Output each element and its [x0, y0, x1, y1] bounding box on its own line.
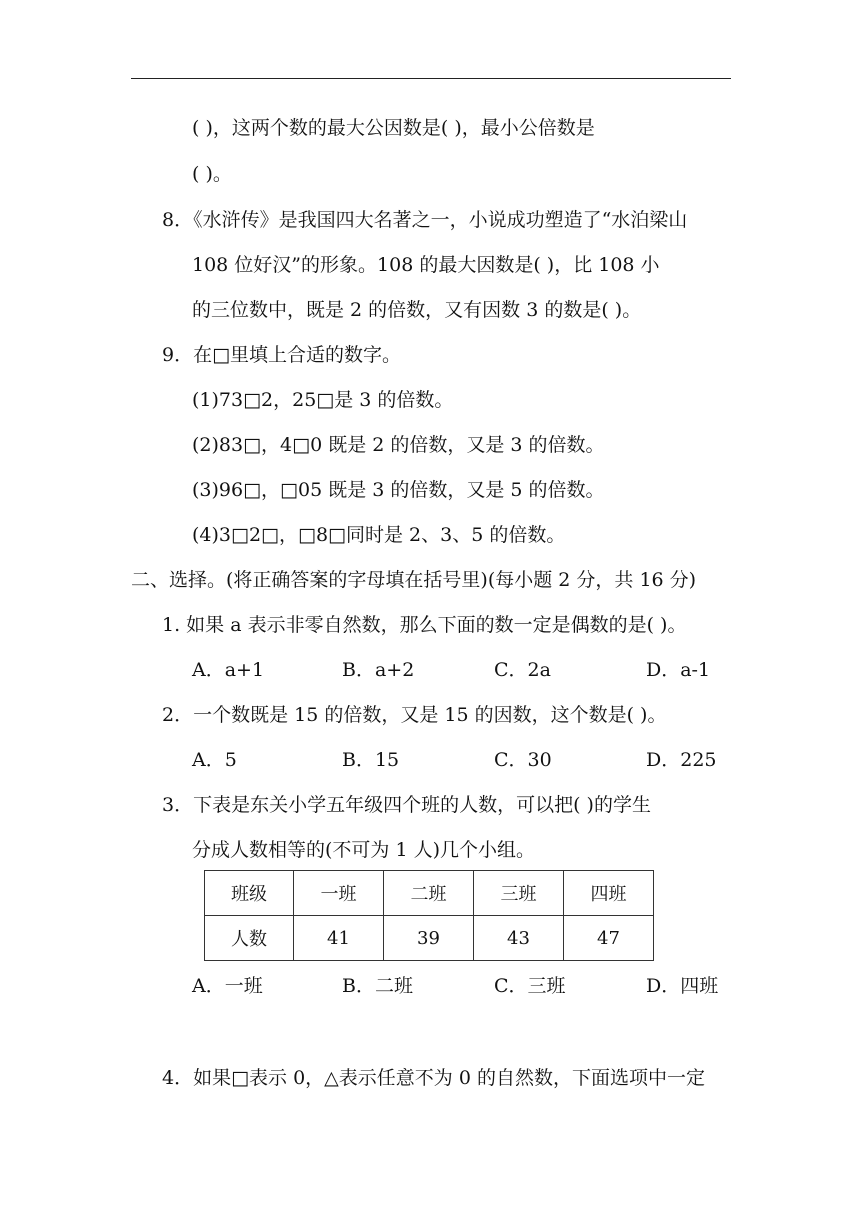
q8-line2: 108 位好汉”的形象。108 的最大因数是( )，比 108 小 [192, 254, 660, 276]
table-row [205, 916, 654, 961]
choice-q1-option-a: A．a+1 [192, 659, 265, 681]
top-rule [131, 78, 731, 79]
q7-continuation-line2: ( )。 [192, 163, 232, 185]
choice-q2-option-b: B．15 [342, 749, 400, 771]
table-cell: 人数 [205, 916, 294, 961]
q8-line1: 8．《水浒传》是我国四大名著之一，小说成功塑造了“水泊梁山 [162, 209, 688, 231]
q8-line3: 的三位数中，既是 2 的倍数，又有因数 3 的数是( )。 [192, 299, 642, 321]
choice-q3-option-c: C．三班 [494, 975, 566, 997]
table-cell: 班级 [205, 871, 294, 916]
choice-q3-line2: 分成人数相等的(不可为 1 人)几个小组。 [192, 839, 535, 861]
q9-title: 9．在□里填上合适的数字。 [162, 344, 402, 366]
table-cell: 47 [564, 916, 654, 961]
choice-q1-option-d: D．a-1 [646, 659, 711, 681]
class-count-table [204, 870, 654, 961]
table-cell: 四班 [564, 871, 654, 916]
q9-item-3: (3)96□，□05 既是 3 的倍数，又是 5 的倍数。 [192, 479, 605, 501]
table-cell: 39 [384, 916, 474, 961]
choice-q4: 4．如果□表示 0，△表示任意不为 0 的自然数，下面选项中一定 [162, 1067, 705, 1089]
choice-q1: 1. 如果 a 表示非零自然数，那么下面的数一定是偶数的是( )。 [162, 614, 687, 636]
table-cell: 三班 [474, 871, 564, 916]
q9-item-1: (1)73□2，25□是 3 的倍数。 [192, 389, 454, 411]
section-2-heading: 二、选择。(将正确答案的字母填在括号里)(每小题 2 分，共 16 分) [131, 569, 697, 591]
choice-q2-option-c: C．30 [494, 749, 552, 771]
q7-continuation-line1: ( )，这两个数的最大公因数是( )，最小公倍数是 [192, 117, 595, 139]
table-cell: 41 [294, 916, 384, 961]
choice-q2: 2．一个数既是 15 的倍数，又是 15 的因数，这个数是( )。 [162, 704, 667, 726]
table-row [205, 871, 654, 916]
table-cell: 二班 [384, 871, 474, 916]
table-cell: 43 [474, 916, 564, 961]
choice-q1-option-c: C．2a [494, 659, 551, 681]
choice-q3-line1: 3．下表是东关小学五年级四个班的人数，可以把( )的学生 [162, 794, 651, 816]
q9-item-4: (4)3□2□，□8□同时是 2、3、5 的倍数。 [192, 524, 566, 546]
choice-q2-option-d: D．225 [646, 749, 717, 771]
q9-item-2: (2)83□，4□0 既是 2 的倍数，又是 3 的倍数。 [192, 434, 605, 456]
table-cell: 一班 [294, 871, 384, 916]
choice-q1-option-b: B．a+2 [342, 659, 415, 681]
choice-q3-option-a: A．一班 [192, 975, 263, 997]
choice-q3-option-d: D．四班 [646, 975, 719, 997]
choice-q2-option-a: A．5 [192, 749, 237, 771]
choice-q3-option-b: B．二班 [342, 975, 413, 997]
